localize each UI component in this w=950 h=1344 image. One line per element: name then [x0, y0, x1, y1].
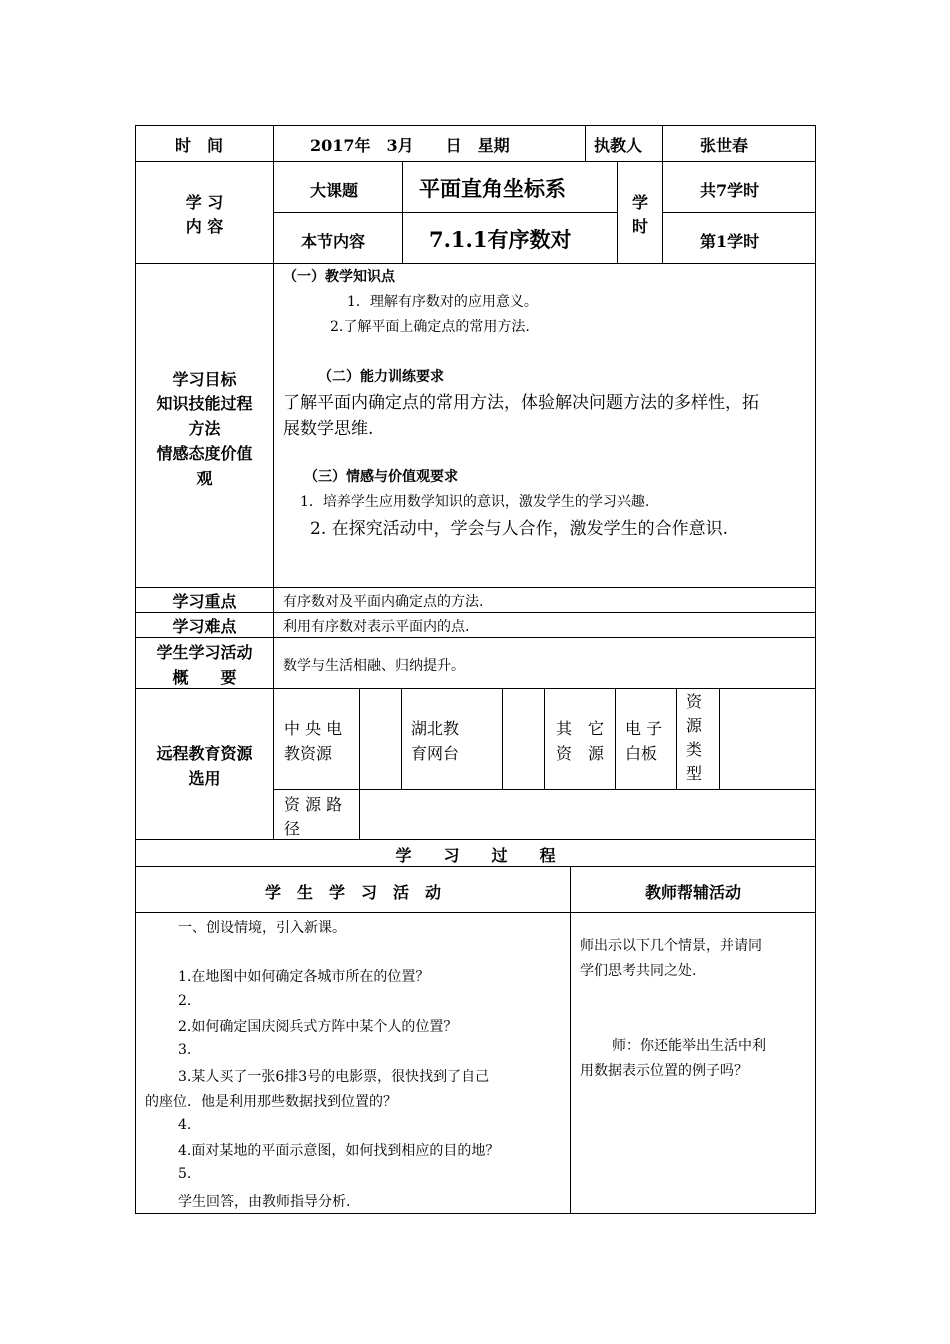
emotion-heading: （三）情感与价值观要求 — [304, 469, 458, 485]
resource-other-line2: 资 源 — [556, 744, 605, 763]
resource-type-char: 源 — [685, 716, 702, 735]
objectives-label-line: 学习目标 — [172, 370, 237, 389]
resource-type-char: 类 — [685, 740, 702, 759]
ability-text-line1: 了解平面内确定点的常用方法，体验解决问题方法的多样性，拓 — [283, 393, 759, 413]
big-topic-label: 大课题 — [310, 181, 359, 200]
difficulty-label: 学习难点 — [172, 617, 237, 636]
resource-other-cell — [544, 688, 616, 790]
resource-other-line1: 其 它 — [556, 719, 605, 738]
resources-label-line1: 远程教育资源 — [156, 744, 253, 763]
total-hours: 共7学时 — [700, 181, 760, 200]
big-topic: 平面直角坐标系 — [419, 176, 566, 201]
difficulty-text: 利用有序数对表示平面内的点. — [283, 619, 470, 635]
date-text: 2017年 3月 日 星期 — [310, 136, 510, 155]
teacher-line: 师出示以下几个情景，并请同 — [580, 938, 762, 954]
resources-label-line2: 选用 — [188, 769, 221, 788]
student-line: 学生回答，由教师指导分析. — [178, 1194, 351, 1210]
student-line: 4.面对某地的平面示意图，如何找到相应的目的地？ — [178, 1143, 500, 1159]
focus-text: 有序数对及平面内确定点的方法. — [283, 594, 484, 610]
student-line: 5. — [178, 1166, 192, 1182]
content-label-line1: 学 习 — [185, 193, 224, 212]
activity-label-line1: 学生学习活动 — [156, 643, 253, 662]
student-activity-cell — [135, 912, 571, 1214]
resource-whiteboard-cell — [615, 688, 677, 790]
content-label-line2: 内 容 — [185, 217, 224, 236]
resource-whiteboard-line2: 白板 — [625, 744, 658, 763]
student-line: 2.如何确定国庆阅兵式方阵中某个人的位置？ — [178, 1019, 458, 1035]
student-line: 3.某人买了一张6排3号的电影票，很快找到了自己 — [178, 1069, 490, 1085]
current-hour: 第1学时 — [700, 232, 760, 251]
objectives-label-line: 观 — [196, 469, 213, 488]
teacher-label: 执教人 — [594, 136, 643, 155]
student-line: 一、创设情境，引入新课。 — [178, 920, 346, 936]
resource-hubei-check[interactable] — [502, 688, 545, 790]
student-line: 1.在地图中如何确定各城市所在的位置？ — [178, 969, 430, 985]
ability-text-line2: 展数学思维. — [283, 419, 374, 439]
resource-hubei-cell — [401, 688, 503, 790]
focus-label: 学习重点 — [172, 592, 237, 611]
teacher-header: 教师帮辅活动 — [644, 883, 741, 902]
emotion-item-1: 1．培养学生应用数学知识的意识，激发学生的学习兴趣. — [300, 494, 650, 510]
section-title: 7.1.1有序数对 — [429, 227, 572, 252]
hours-label-1: 学 — [631, 193, 648, 212]
resource-type-char: 资 — [685, 692, 702, 711]
resource-path-line1: 资 源 路 — [284, 795, 343, 814]
time-label: 时 间 — [175, 136, 224, 155]
student-line: 的座位．他是利用那些数据找到位置的？ — [145, 1094, 397, 1110]
activity-label-line2: 概 要 — [172, 668, 237, 687]
resource-hubei-line2: 育网台 — [411, 744, 460, 763]
student-line: 2. — [178, 993, 192, 1009]
hours-label-2: 时 — [631, 217, 648, 236]
student-line: 4. — [178, 1117, 192, 1133]
process-title: 学 习 过 程 — [395, 846, 556, 865]
knowledge-item-1: 1．理解有序数对的应用意义。 — [347, 294, 538, 310]
teacher-line: 师：你还能举出生活中利 — [612, 1038, 766, 1054]
resource-whiteboard-line1: 电 子 — [625, 719, 663, 738]
resource-cctv-line2: 教资源 — [284, 744, 333, 763]
student-line: 3. — [178, 1042, 192, 1058]
section-label: 本节内容 — [301, 232, 366, 251]
student-header: 学 生 学 习 活 动 — [264, 883, 441, 902]
ability-heading: （二）能力训练要求 — [318, 369, 444, 385]
resource-hubei-line1: 湖北教 — [411, 719, 460, 738]
resource-cctv-line1: 中 央 电 — [284, 719, 343, 738]
objectives-label-line: 情感态度价值 — [156, 444, 253, 463]
resource-cctv-cell — [273, 688, 360, 790]
objectives-label-line: 知识技能过程 — [156, 394, 253, 413]
resources-label-cell — [135, 688, 274, 840]
resource-type-value[interactable] — [719, 688, 816, 790]
emotion-item-2: 2. 在探究活动中，学会与人合作，激发学生的合作意识. — [310, 519, 729, 539]
teacher-line: 用数据表示位置的例子吗？ — [580, 1063, 748, 1079]
knowledge-heading: （一）教学知识点 — [283, 269, 395, 285]
activity-text: 数学与生活相融、归纳提升。 — [283, 658, 465, 674]
objectives-label-line: 方法 — [188, 419, 221, 438]
resource-type-char: 型 — [685, 764, 702, 783]
resource-path-line2: 径 — [284, 819, 301, 838]
resource-path-value[interactable] — [359, 789, 816, 840]
resource-cctv-check[interactable] — [359, 688, 402, 790]
teacher-name: 张世春 — [700, 136, 749, 155]
teacher-line: 学们思考共同之处. — [580, 963, 697, 979]
knowledge-item-2: 2.了解平面上确定点的常用方法. — [330, 319, 530, 335]
